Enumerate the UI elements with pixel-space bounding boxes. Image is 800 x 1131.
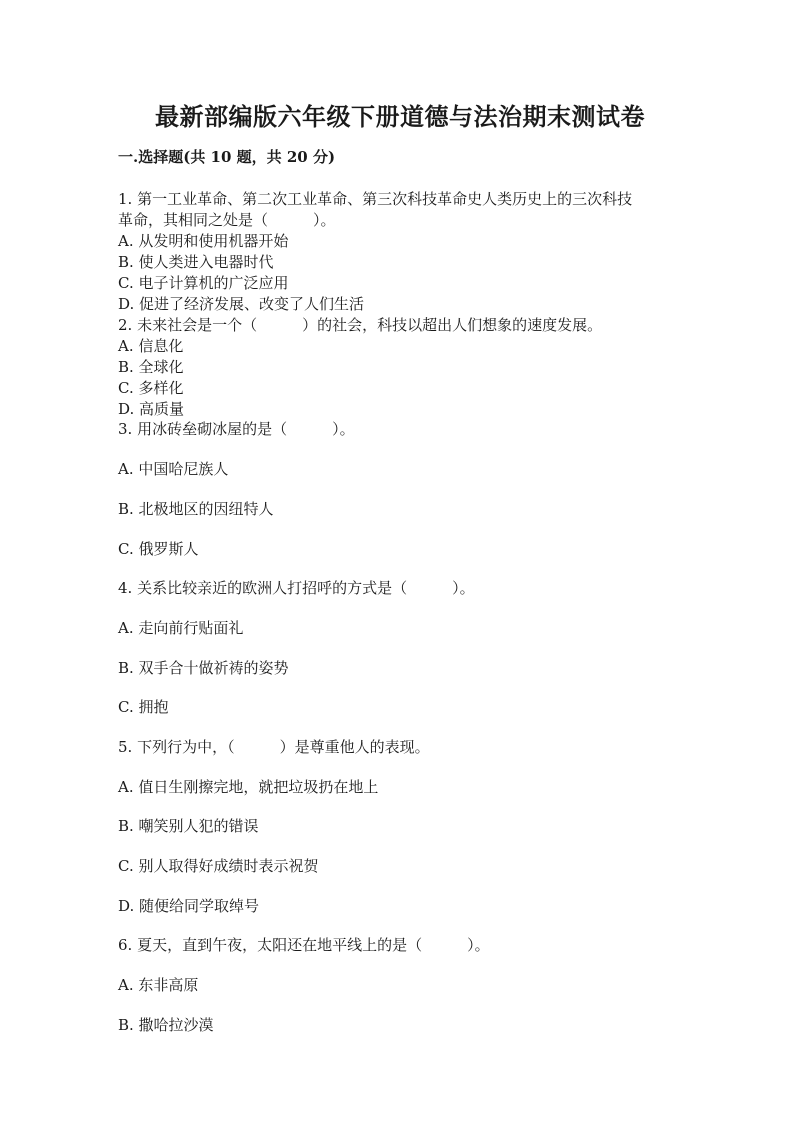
- question-3-option-c: C. 俄罗斯人: [118, 540, 199, 558]
- question-5-option-d: D. 随便给同学取绰号: [118, 897, 260, 915]
- question-2-option-b: B. 全球化: [118, 358, 184, 376]
- question-2-option-c: C. 多样化: [118, 379, 184, 397]
- question-6-stem: 6. 夏天，直到午夜，太阳还在地平线上的是（ ）。: [118, 936, 490, 954]
- question-6-option-b: B. 撒哈拉沙漠: [118, 1016, 214, 1034]
- question-1-option-c: C. 电子计算机的广泛应用: [118, 274, 289, 292]
- question-3-option-a: A. 中国哈尼族人: [118, 460, 229, 478]
- question-1-stem: 1. 第一工业革命、第二次工业革命、第三次科技革命史人类历史上的三次科技: [118, 190, 633, 208]
- question-4-option-a: A. 走向前行贴面礼: [118, 619, 244, 637]
- question-5-option-b: B. 嘲笑别人犯的错误: [118, 817, 259, 835]
- question-1-option-a: A. 从发明和使用机器开始: [118, 232, 289, 250]
- question-6-option-a: A. 东非高原: [118, 976, 199, 994]
- question-3-option-b: B. 北极地区的因纽特人: [118, 500, 274, 518]
- question-2-option-a: A. 信息化: [118, 337, 184, 355]
- question-5-stem: 5. 下列行为中，（ ）是尊重他人的表现。: [118, 738, 430, 756]
- question-5-option-c: C. 别人取得好成绩时表示祝贺: [118, 857, 319, 875]
- question-4-option-b: B. 双手合十做祈祷的姿势: [118, 659, 289, 677]
- question-1-option-b: B. 使人类进入电器时代: [118, 253, 274, 271]
- question-1-option-d: D. 促进了经济发展、改变了人们生活: [118, 295, 365, 313]
- question-5-option-a: A. 值日生刚擦完地，就把垃圾扔在地上: [118, 778, 379, 796]
- question-2-stem: 2. 未来社会是一个（ ）的社会，科技以超出人们想象的速度发展。: [118, 316, 603, 334]
- question-2-option-d: D. 高质量: [118, 400, 185, 418]
- section-heading: 一.选择题(共 10 题，共 20 分): [118, 148, 336, 166]
- question-4-stem: 4. 关系比较亲近的欧洲人打招呼的方式是（ ）。: [118, 579, 475, 597]
- page-title: 最新部编版六年级下册道德与法治期末测试卷: [155, 102, 645, 131]
- question-1-stem-cont: 革命，其相同之处是（ ）。: [118, 211, 336, 229]
- question-4-option-c: C. 拥抱: [118, 698, 169, 716]
- question-3-stem: 3. 用冰砖垒砌冰屋的是（ ）。: [118, 420, 355, 438]
